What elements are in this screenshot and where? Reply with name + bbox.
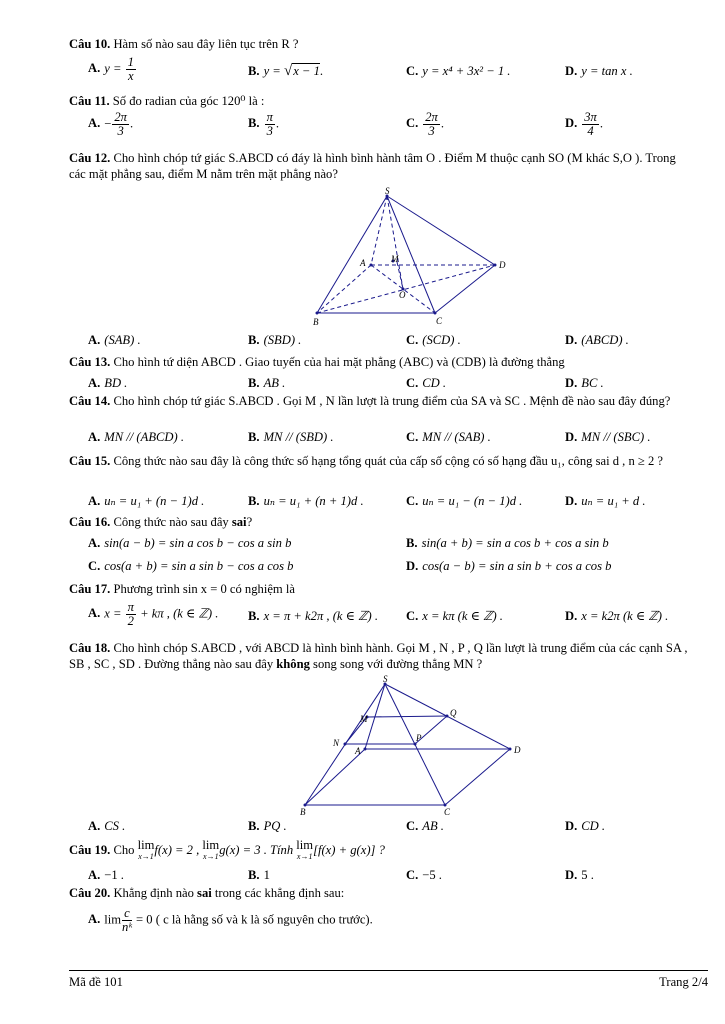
question-18: Câu 18. Cho hình chóp S.ABCD , với ABCD là hình bình hành. Gọi M , N , P , Q lần lượt là trung điểm của các cạnh SA , SB , SC , SD . Đường thẳng nào sau đây không song song với đường thẳng MN ?	[69, 641, 688, 671]
option-d[interactable]: D. 5 .	[565, 868, 594, 882]
option-b[interactable]: B. x = π + k2π , (k ∈ ℤ) .	[248, 609, 378, 623]
fraction: $\frac{1}{x}$	[127, 55, 134, 83]
option-a[interactable]: A. −1 .	[88, 868, 124, 882]
options-17	[88, 600, 708, 628]
svg-text:N: N	[333, 738, 340, 748]
option-c[interactable]: C. cos(a + b) = sin a sin b − cos a cos b	[88, 559, 294, 573]
option-b[interactable]: B. sin(a + b) = sin a cos b + cos a sin b	[406, 536, 609, 550]
option-c[interactable]: C. CD .	[406, 376, 447, 390]
options-20	[88, 907, 708, 937]
question-20: Câu 20. Khẳng định nào sai trong các khẳng định sau:	[69, 886, 345, 900]
pyramid-figure-1	[305, 186, 515, 328]
options-16a	[88, 534, 708, 556]
question-15: Câu 15. Công thức nào sau đây là công thức số hạng tổng quát của cấp số cộng có số hạng đầu u₁, công sai d , n ≥ 2 ?	[69, 454, 664, 468]
option-c[interactable]: C. $\frac{2\pi}{3}$ .	[406, 110, 445, 138]
svg-text:A: A	[355, 746, 361, 756]
svg-text:C: C	[436, 316, 443, 326]
svg-text:Q: Q	[450, 708, 457, 718]
options-12	[88, 331, 708, 353]
option-b[interactable]: B. uₙ = u₁ + (n + 1)d .	[248, 494, 364, 508]
svg-text:D: D	[499, 260, 506, 270]
option-b[interactable]: B. y = √x − 1.	[248, 63, 324, 79]
svg-text:B: B	[300, 807, 306, 816]
option-a[interactable]: A. x = $\frac{\pi}{2}$ + kπ , (k ∈ ℤ) .	[88, 600, 219, 628]
svg-text:A: A	[360, 258, 366, 268]
options-18	[88, 817, 708, 839]
option-d[interactable]: D. uₙ = u₁ + d .	[565, 494, 646, 508]
options-16b	[88, 557, 708, 579]
question-text: Hàm số nào sau đây liên tục trên R ?	[113, 37, 299, 51]
options-10	[88, 55, 708, 83]
option-c[interactable]: C. y = x⁴ + 3x² − 1 .	[406, 64, 511, 78]
option-c[interactable]: C. x = kπ (k ∈ ℤ) .	[406, 609, 503, 623]
option-b[interactable]: B. AB .	[248, 376, 286, 390]
option-a[interactable]: A. BD .	[88, 376, 128, 390]
svg-text:O: O	[399, 290, 406, 300]
option-d[interactable]: D. x = k2π (k ∈ ℤ) .	[565, 609, 669, 623]
svg-text:M: M	[391, 254, 399, 264]
option-a[interactable]: A. MN // (ABCD) .	[88, 430, 185, 444]
svg-text:B: B	[313, 317, 319, 327]
option-b[interactable]: B. MN // (SBD) .	[248, 430, 334, 444]
option-c[interactable]: C. AB .	[406, 819, 444, 833]
question-16: Câu 16. Công thức nào sau đây sai?	[69, 515, 253, 529]
svg-text:D: D	[514, 745, 521, 755]
svg-text:S: S	[383, 674, 388, 684]
option-a[interactable]: A. lim $\frac{c}{\text{nᵏ}}$ = 0 ( c là hằng số và k là số nguyên cho trước).	[88, 906, 373, 934]
option-b[interactable]: B. (SBD) .	[248, 333, 302, 347]
option-b[interactable]: B. $\frac{\pi}{3}$ .	[248, 110, 280, 138]
option-d[interactable]: D. BC .	[565, 376, 604, 390]
option-a[interactable]: A. sin(a − b) = sin a cos b − cos a sin b	[88, 536, 292, 550]
option-d[interactable]: D. CD .	[565, 819, 606, 833]
svg-text:C: C	[444, 807, 451, 816]
question-19: Câu 19. Cho lim x→1 f(x) = 2 , lim x→1 g(x) = 3 . Tính lim x→1 [f(x) + g(x)] ?	[69, 838, 385, 861]
question-11: Câu 11. Số đo radian của góc 120⁰ là :	[69, 94, 265, 108]
question-12: Câu 12. Cho hình chóp tứ giác S.ABCD có đáy là hình bình hành tâm O . Điểm M thuộc cạnh SO (M khác S,O ). Trong các mặt phẳng sau, điểm M nằm trên mặt phẳng nào?	[69, 151, 676, 181]
page-number: Trang 2/4	[659, 975, 708, 989]
question-14: Câu 14. Cho hình chóp tứ giác S.ABCD . Gọi M , N lần lượt là trung điểm của SA và SC . Mệnh đề nào sau đây đúng?	[69, 394, 671, 408]
svg-text:M: M	[360, 714, 368, 724]
option-d[interactable]: D. y = tan x .	[565, 64, 633, 78]
option-c[interactable]: C. −5 .	[406, 868, 442, 882]
question-number: Câu 10.	[69, 37, 111, 51]
option-a[interactable]: A. uₙ = u₁ + (n − 1)d .	[88, 494, 205, 508]
option-a[interactable]: A. (SAB) .	[88, 333, 141, 347]
label-s: S	[385, 186, 390, 196]
option-d[interactable]: D. (ABCD) .	[565, 333, 629, 347]
options-15	[88, 492, 708, 514]
exam-code: Mã đề 101	[69, 975, 123, 989]
question-17: Câu 17. Phương trình sin x = 0 có nghiệm là	[69, 582, 295, 596]
option-d[interactable]: D. $\frac{3\pi}{4}$ .	[565, 110, 604, 138]
question-10	[69, 36, 695, 52]
option-d[interactable]: D. MN // (SBC) .	[565, 430, 651, 444]
option-b[interactable]: B. PQ .	[248, 819, 287, 833]
page-footer	[69, 970, 708, 989]
limit: lim x→1	[137, 838, 155, 861]
svg-text:P: P	[416, 733, 422, 743]
options-14	[88, 428, 708, 450]
options-11	[88, 110, 708, 138]
option-a[interactable]: A. − $\frac{2\pi}{3}$ .	[88, 110, 134, 138]
option-a[interactable]: A. y = $\frac{1}{x}$	[88, 55, 134, 83]
option-c[interactable]: C. (SCD) .	[406, 333, 461, 347]
pyramid-figure-2	[295, 674, 530, 816]
option-c[interactable]: C. MN // (SAB) .	[406, 430, 491, 444]
question-13: Câu 13. Cho hình tứ diện ABCD . Giao tuyến của hai mặt phẳng (ABC) và (CDB) là đường thẳng	[69, 355, 565, 369]
option-a[interactable]: A. CS .	[88, 819, 126, 833]
option-b[interactable]: B. 1	[248, 868, 270, 882]
option-d[interactable]: D. cos(a − b) = sin a sin b + cos a cos b	[406, 559, 612, 573]
option-c[interactable]: C. uₙ = u₁ − (n − 1)d .	[406, 494, 523, 508]
